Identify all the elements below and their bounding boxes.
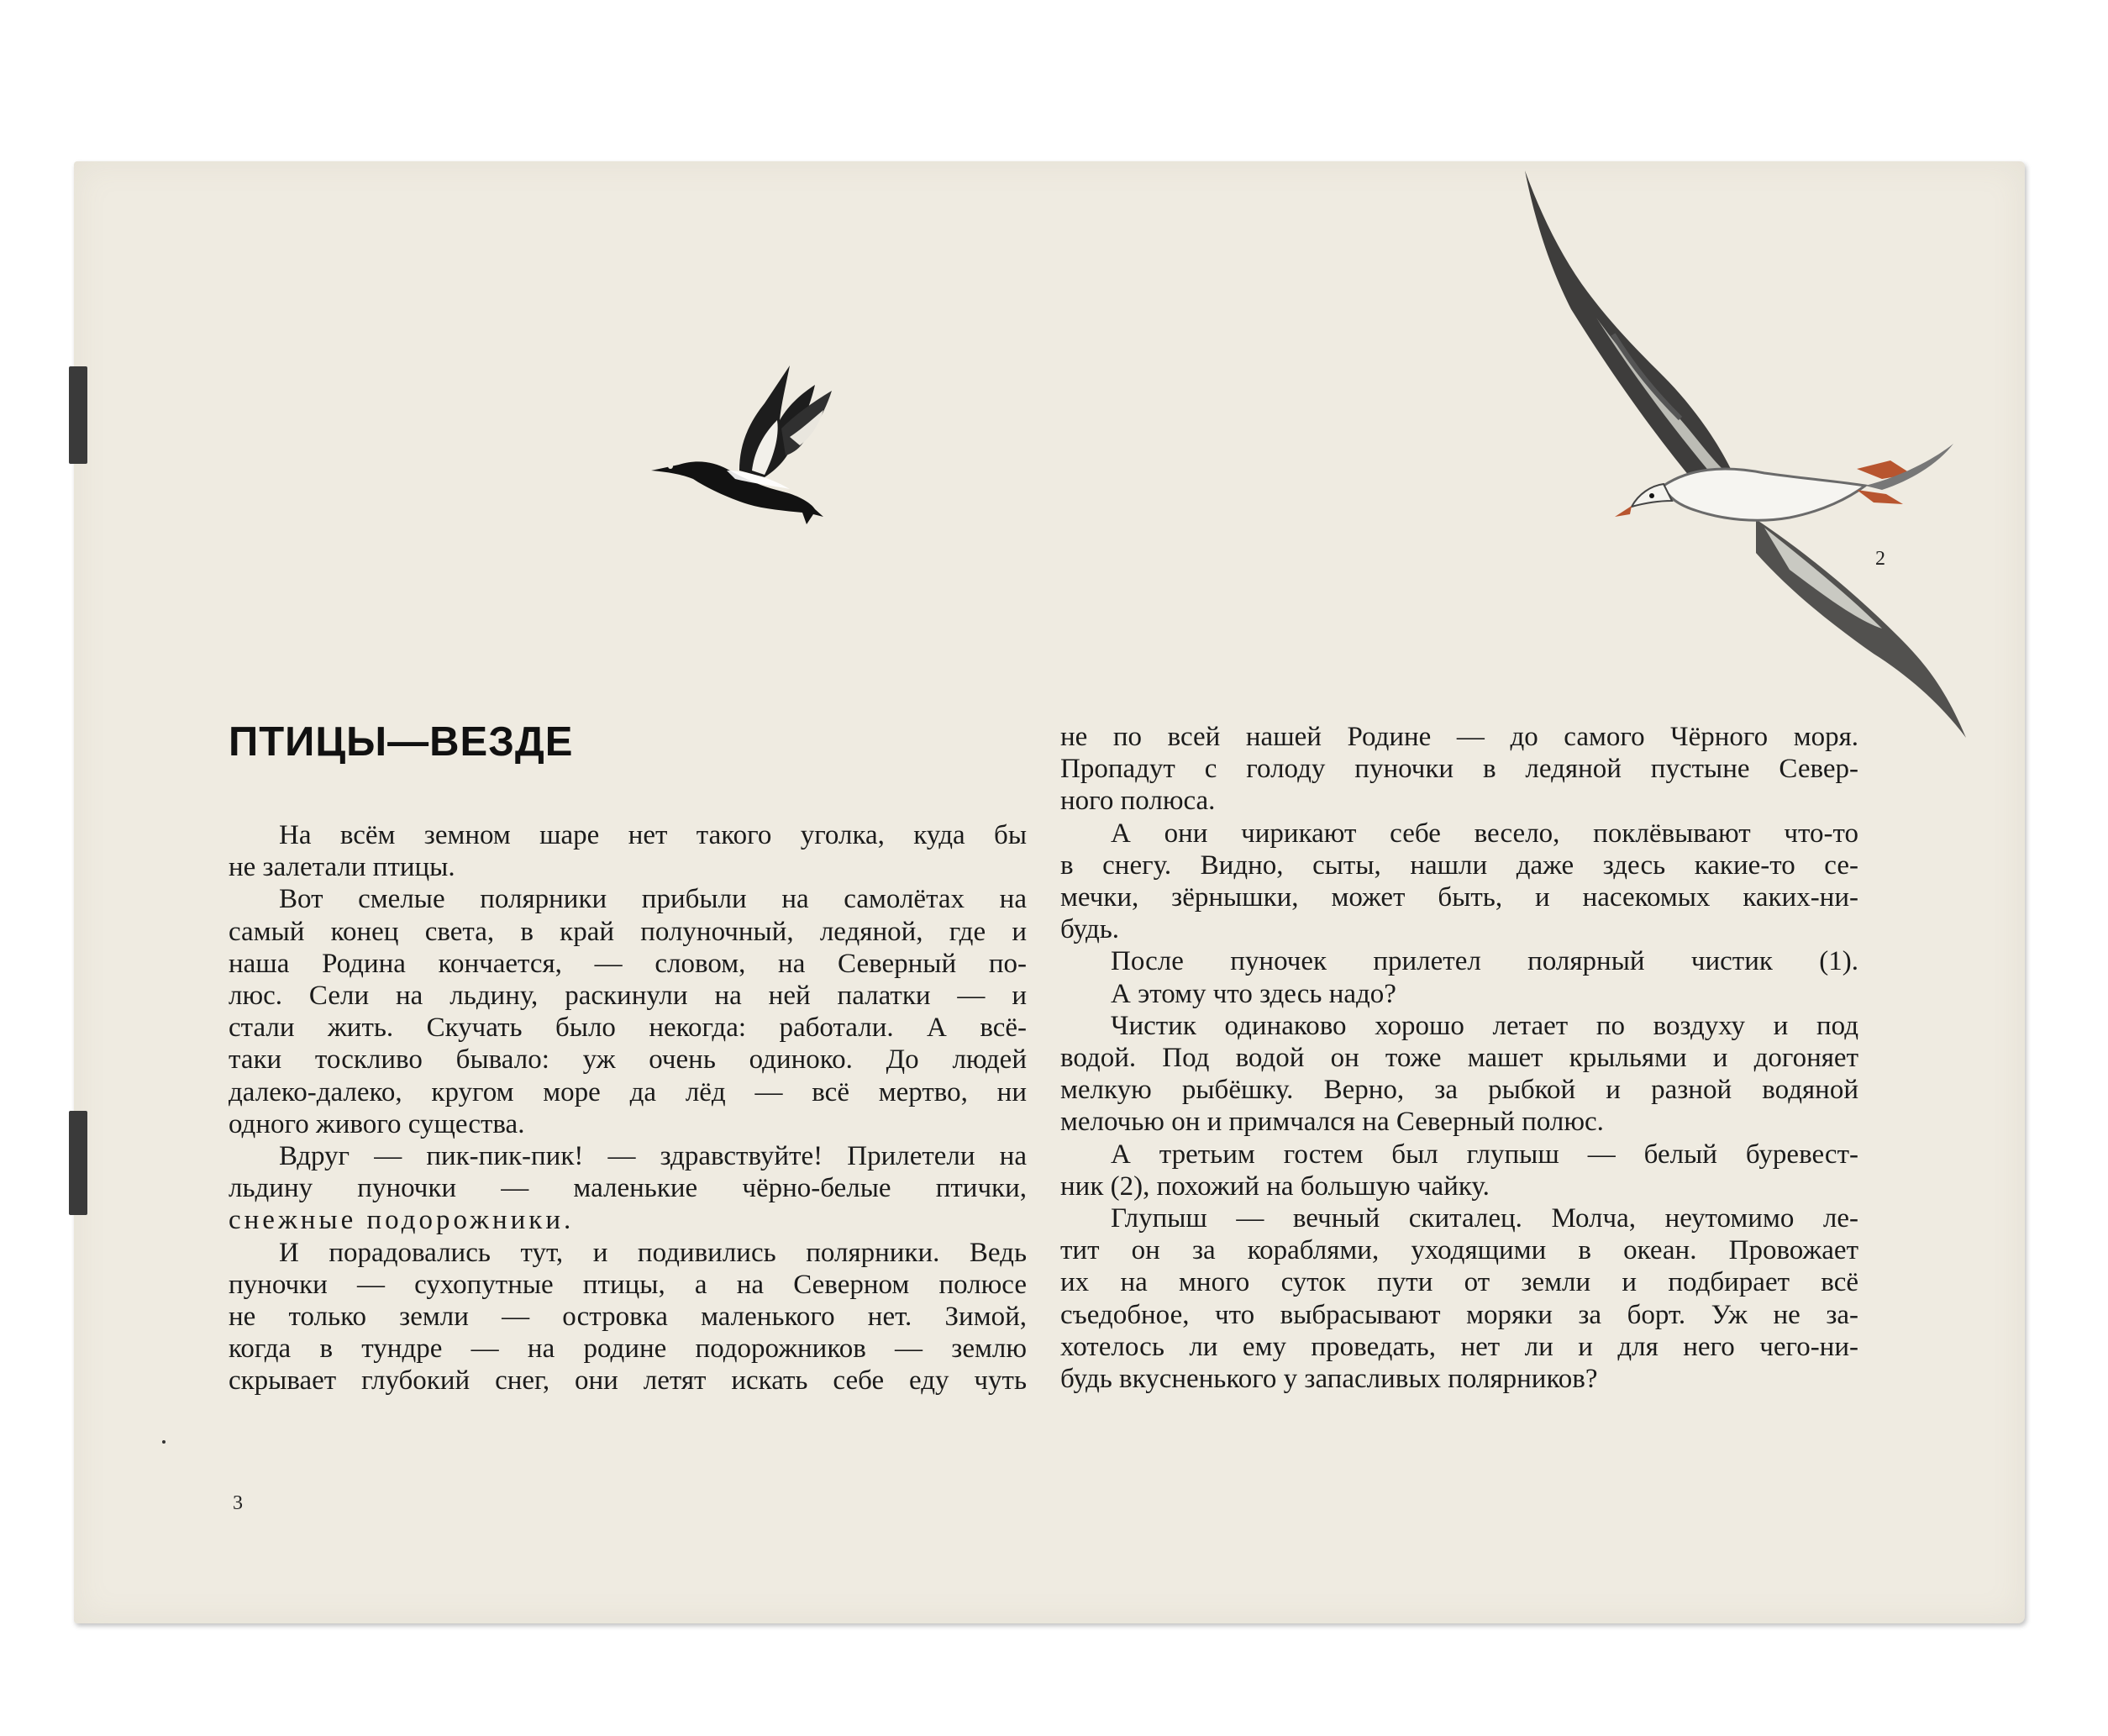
- text-line: мечки, зёрнышки, может быть, и насекомых каких-ни-: [1060, 882, 1858, 913]
- text-line: их на много суток пути от земли и подбирает всё: [1060, 1267, 1858, 1298]
- text-line: льдину пуночки — маленькие чёрно-белые птички,: [229, 1173, 1027, 1204]
- binding-staple-bottom: [69, 1111, 87, 1215]
- text-line: А третьим гостем был глупыш — белый буревест-: [1111, 1139, 1858, 1170]
- text-line: в снегу. Видно, сыты, нашли даже здесь какие-то се-: [1060, 850, 1858, 881]
- text-line: Пропадут с голоду пуночки в ледяной пустыне Север-: [1060, 754, 1858, 785]
- text-line: не только земли — островка маленького нет. Зимой,: [229, 1302, 1027, 1333]
- right-column: [1060, 721, 1858, 1395]
- text-line: Вот смелые полярники прибыли на самолётах на: [279, 884, 1027, 915]
- text-line: тит он за кораблями, уходящими в океан. Провожает: [1060, 1235, 1858, 1266]
- text-line: На всём земном шаре нет такого уголка, куда бы: [279, 820, 1027, 850]
- text-line: мелкую рыбёшку. Верно, за рыбкой и разной водяной: [1060, 1075, 1858, 1106]
- text-line: наша Родина кончается, — словом, на Северный по-: [229, 948, 1027, 979]
- text-line: не залетали птицы.: [229, 852, 455, 883]
- text-line: После пуночек прилетел полярный чистик (1).: [1111, 946, 1858, 977]
- article-title: ПТИЦЫ—ВЕЗДЕ: [229, 719, 574, 765]
- text-line: Глупыш — вечный скиталец. Молча, неутомимо ле-: [1111, 1203, 1858, 1234]
- fulmar-bird: [1525, 171, 1966, 738]
- speck: [162, 1440, 166, 1444]
- text-line: снежные подорожники.: [229, 1205, 575, 1236]
- text-line: люс. Сели на льдину, раскинули на ней палатки — и: [229, 981, 1027, 1012]
- text-line: когда в тундре — на родине подорожников — землю: [229, 1334, 1027, 1365]
- text-line: ник (2), похожий на большую чайку.: [1060, 1170, 1490, 1202]
- text-line: хотелось ли ему проведать, нет ли и для него чего-ни-: [1060, 1331, 1858, 1362]
- fulmar-illustration: [1487, 166, 1983, 755]
- text-line: мелочью он и примчался на Северный полюс.: [1060, 1107, 1604, 1138]
- text-line: самый конец света, в край полуночный, ледяной, где и: [229, 916, 1027, 947]
- text-line: съедобное, что выбрасывают моряки за борт. Уж не за-: [1060, 1299, 1858, 1330]
- page-number: 3: [233, 1492, 243, 1514]
- text-line: И порадовались тут, и подивились полярники. Ведь: [279, 1237, 1027, 1268]
- text-line: далеко-далеко, кругом море да лёд — всё мертво, ни: [229, 1076, 1027, 1107]
- guillemot-bird: [651, 366, 832, 524]
- text-line: пуночки — сухопутные птицы, а на Северном полюсе: [229, 1269, 1027, 1300]
- text-line: ного полюса.: [1060, 786, 1216, 817]
- text-line: будь.: [1060, 914, 1120, 945]
- left-column: [229, 819, 1027, 1397]
- text-line: не по всей нашей Родине — до самого Чёрного моря.: [1060, 722, 1858, 752]
- text-line: А этому что здесь надо?: [1111, 978, 1396, 1009]
- text-line: А они чирикают себе весело, поклёвывают что-то: [1111, 818, 1858, 849]
- text-line: стали жить. Скучать было некогда: работали. А всё-: [229, 1013, 1027, 1044]
- text-line: таки тоскливо бывало: уж очень одиноко. До людей: [229, 1044, 1027, 1076]
- text-line: одного живого существа.: [229, 1108, 525, 1139]
- text-line: будь вкусненького у запасливых полярников?: [1060, 1364, 1598, 1395]
- text-line: Вдруг — пик-пик-пик! — здравствуйте! Прилетели на: [279, 1141, 1027, 1172]
- binding-staple-top: [69, 366, 87, 464]
- text-line: водой. Под водой он тоже машет крыльями и догоняет: [1060, 1043, 1858, 1074]
- figure-label: 2: [1875, 548, 1885, 570]
- text-line: Чистик одинаково хорошо летает по воздуху и под: [1111, 1010, 1858, 1041]
- text-line: скрывает глубокий снег, они летят искать себе еду чуть: [229, 1365, 1027, 1397]
- guillemot-illustration: [647, 345, 874, 550]
